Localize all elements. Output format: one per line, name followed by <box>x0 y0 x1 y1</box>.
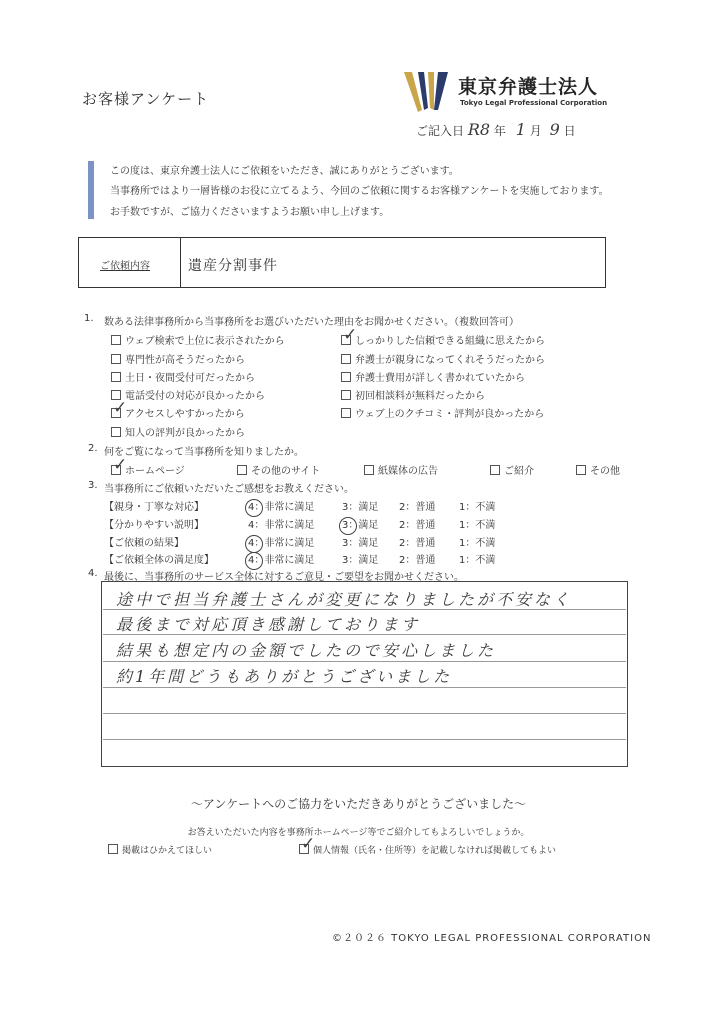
intro-accent-bar <box>88 161 94 219</box>
checkbox-icon[interactable] <box>341 325 358 345</box>
rating-label: ：普通 <box>405 520 436 531</box>
entry-date <box>416 120 576 139</box>
rating-number: 4 <box>248 502 254 513</box>
selected-circle-icon <box>245 499 263 517</box>
date-month: 1 <box>515 120 526 139</box>
request-label: ご依頼内容 <box>100 261 150 272</box>
page-title: お客様アンケート <box>82 90 210 108</box>
q3-rating-option[interactable] <box>459 498 495 513</box>
rating-number: 2 <box>399 538 406 549</box>
checkbox-icon[interactable] <box>341 354 351 364</box>
logo-name: 東京弁護士法人 <box>458 76 599 98</box>
q1-option-reliable[interactable]: ✓ しっかりした信頼できる組織に思えたから <box>343 325 545 347</box>
rating-number: 1 <box>459 555 466 566</box>
q3-row-label: 【ご依頼全体の満足度】 <box>104 555 214 566</box>
rating-label: ：不満 <box>465 520 496 531</box>
q1-option-caring[interactable]: 弁護士が親身になってくれそうだったから <box>341 351 545 366</box>
rating-label: ：満足 <box>348 520 379 531</box>
date-era: R8 <box>467 120 491 139</box>
q3-row-label: 【ご依頼の結果】 <box>104 538 184 549</box>
comment-line-2: 最後まで対応頂き感謝しております <box>116 615 421 634</box>
consent-question: お答えいただいた内容を事務所ホームページ等でご紹介してもよろしいでしょうか。 <box>187 828 530 838</box>
rating-label: ：満足 <box>348 538 379 549</box>
rating-number: 4 <box>248 520 255 531</box>
request-box <box>78 237 606 288</box>
comment-line-3: 結果も想定内の金額でしたので安心しました <box>116 641 497 660</box>
rating-label: ：非常に満足 <box>254 555 315 566</box>
rating-number: 2 <box>399 520 406 531</box>
selected-circle-icon <box>339 517 357 535</box>
rating-number: 4 <box>248 538 254 549</box>
q1-text: 数ある法律事務所から当事務所をお選びいただいた理由をお聞かせください。（複数回答可） <box>104 317 519 328</box>
day-unit: 日 <box>563 124 576 138</box>
checkbox-icon[interactable] <box>341 372 351 382</box>
rating-label: ：普通 <box>405 555 436 566</box>
checkbox-icon[interactable] <box>108 844 118 854</box>
request-value: 遺産分割事件 <box>188 258 278 274</box>
checkbox-icon[interactable] <box>299 834 316 854</box>
q2-option-homepage[interactable]: ✓ ホームページ <box>113 455 185 477</box>
q3-rating-option[interactable] <box>459 551 495 566</box>
q1-option-acquaintance[interactable]: 知人の評判が良かったから <box>111 424 245 439</box>
checkbox-icon[interactable] <box>111 398 128 418</box>
rating-number: 1 <box>459 538 466 549</box>
comment-rule <box>103 661 626 662</box>
q4-text: 最後に、当事務所のサービス全体に対するご意見・ご要望をお聞かせください。 <box>104 572 464 583</box>
consent-option-decline[interactable]: 掲載はひかえてほしい <box>108 843 212 856</box>
q3-rating-option[interactable] <box>248 516 314 531</box>
rating-number: 2 <box>399 555 406 566</box>
thanks-message: ～アンケートへのご協力をいただきありがとうございました～ <box>190 797 527 811</box>
comment-line-4: 約1年間どうもありがとうございました <box>116 667 453 686</box>
q3-rating-option[interactable] <box>248 498 314 513</box>
checkbox-icon[interactable] <box>341 390 351 400</box>
rating-number: 1 <box>459 520 466 531</box>
comment-line-1: 途中で担当弁護士さんが変更になりましたが不安なく <box>116 590 573 609</box>
month-unit: 月 <box>529 124 542 138</box>
q2-option-referral[interactable]: ご紹介 <box>490 462 534 477</box>
q1-option-access[interactable]: ✓ アクセスしやすかったから <box>113 398 245 420</box>
rating-label: ：非常に満足 <box>254 520 315 531</box>
check-mark-icon: ✓ <box>301 834 316 854</box>
rating-number: 3 <box>342 520 348 531</box>
q1-option-web-search[interactable]: ウェブ検索で上位に表示されたから <box>111 332 285 347</box>
footer-copyright: ©２０２６ TOKYO LEGAL PROFESSIONAL CORPORATION <box>332 933 652 944</box>
comment-rule <box>103 713 626 714</box>
q2-option-other[interactable]: その他 <box>576 462 620 477</box>
rating-label: ：満足 <box>348 555 379 566</box>
intro-line-3: お手数ですが、ご協力くださいますようお願い申し上げます。 <box>110 207 390 218</box>
date-day: 9 <box>549 120 560 139</box>
q3-rating-option[interactable] <box>248 534 314 549</box>
rating-number: 3 <box>342 538 349 549</box>
q3-rating-option[interactable] <box>342 534 378 549</box>
rating-label: ：不満 <box>465 555 496 566</box>
q1-option-expertise[interactable]: 専門性が高そうだったから <box>111 351 245 366</box>
checkbox-icon[interactable] <box>111 335 121 345</box>
q3-rating-option[interactable] <box>399 551 435 566</box>
check-mark-icon: ✓ <box>113 398 128 418</box>
rating-number: 4 <box>248 555 254 566</box>
checkbox-icon[interactable] <box>111 372 121 382</box>
q4-number: 4. <box>88 568 98 579</box>
rating-label: ：普通 <box>405 502 436 513</box>
comment-rule <box>103 739 626 740</box>
check-mark-icon: ✓ <box>343 325 358 345</box>
q3-rating-option[interactable] <box>459 516 495 531</box>
logo-mark-icon <box>404 70 452 114</box>
check-mark-icon: ✓ <box>113 455 128 475</box>
q2-text: 何をご覧になって当事務所を知りましたか。 <box>104 447 304 458</box>
q3-row-label: 【分かりやすい説明】 <box>104 520 204 531</box>
checkbox-icon[interactable] <box>237 465 247 475</box>
q3-text: 当事務所にご依頼いただいたご感想をお教えください。 <box>104 484 354 495</box>
intro-line-2: 当事務所ではより一層皆様のお役に立てるよう、今回のご依頼に関するお客様アンケートを実施しております。 <box>110 186 609 197</box>
checkbox-icon[interactable] <box>111 427 121 437</box>
q3-rating-option[interactable] <box>399 498 435 513</box>
rating-label: ：普通 <box>405 538 436 549</box>
q3-rating-option[interactable] <box>342 498 378 513</box>
rating-label: ：非常に満足 <box>254 502 315 513</box>
checkbox-icon[interactable] <box>576 465 586 475</box>
q2-option-other-site[interactable]: その他のサイト <box>237 462 320 477</box>
q1-option-free-consult[interactable]: 初回相談料が無料だったから <box>341 387 485 402</box>
rating-number: 3 <box>342 555 349 566</box>
request-divider <box>180 237 181 288</box>
date-label: ご記入日 <box>416 124 465 138</box>
q3-rating-option[interactable] <box>399 516 435 531</box>
q1-option-fees[interactable]: 弁護士費用が詳しく書かれていたから <box>341 369 525 384</box>
checkbox-icon[interactable] <box>111 455 128 475</box>
logo-subtitle: Tokyo Legal Professional Corporation <box>460 99 608 107</box>
comment-rule <box>103 687 626 688</box>
q3-number: 3. <box>88 480 98 491</box>
intro-line-1: この度は、東京弁護士法人にご依頼をいただき、誠にありがとうございます。 <box>110 166 459 177</box>
q1-option-phone[interactable]: 電話受付の対応が良かったから <box>111 387 265 402</box>
checkbox-icon[interactable] <box>490 465 500 475</box>
q3-rating-option[interactable] <box>399 534 435 549</box>
rating-number: 1 <box>459 502 466 513</box>
rating-number: 2 <box>399 502 406 513</box>
consent-option-anonymous[interactable]: ✓ 個人情報（氏名・住所等）を記載しなければ掲載してもよい <box>301 834 557 856</box>
checkbox-icon[interactable] <box>341 408 351 418</box>
q3-rating-option[interactable] <box>459 534 495 549</box>
q2-number: 2. <box>88 443 98 454</box>
q3-rating-option[interactable] <box>248 551 314 566</box>
q3-rating-option[interactable] <box>342 516 378 531</box>
rating-number: 3 <box>342 502 349 513</box>
q3-row-label: 【親身・丁寧な対応】 <box>104 502 204 513</box>
checkbox-icon[interactable] <box>111 354 121 364</box>
q1-option-weekend[interactable]: 土日・夜間受付可だったから <box>111 369 255 384</box>
year-unit: 年 <box>493 124 506 138</box>
q2-option-print-ad[interactable]: 紙媒体の広告 <box>364 462 438 477</box>
rating-label: ：不満 <box>465 538 496 549</box>
rating-label: ：不満 <box>465 502 496 513</box>
rating-label: ：満足 <box>348 502 379 513</box>
rating-label: ：非常に満足 <box>254 538 315 549</box>
q1-number: 1. <box>84 313 94 324</box>
checkbox-icon[interactable] <box>364 465 374 475</box>
q3-rating-option[interactable] <box>342 551 378 566</box>
q1-option-reviews[interactable]: ウェブ上のクチコミ・評判が良かったから <box>341 405 544 420</box>
